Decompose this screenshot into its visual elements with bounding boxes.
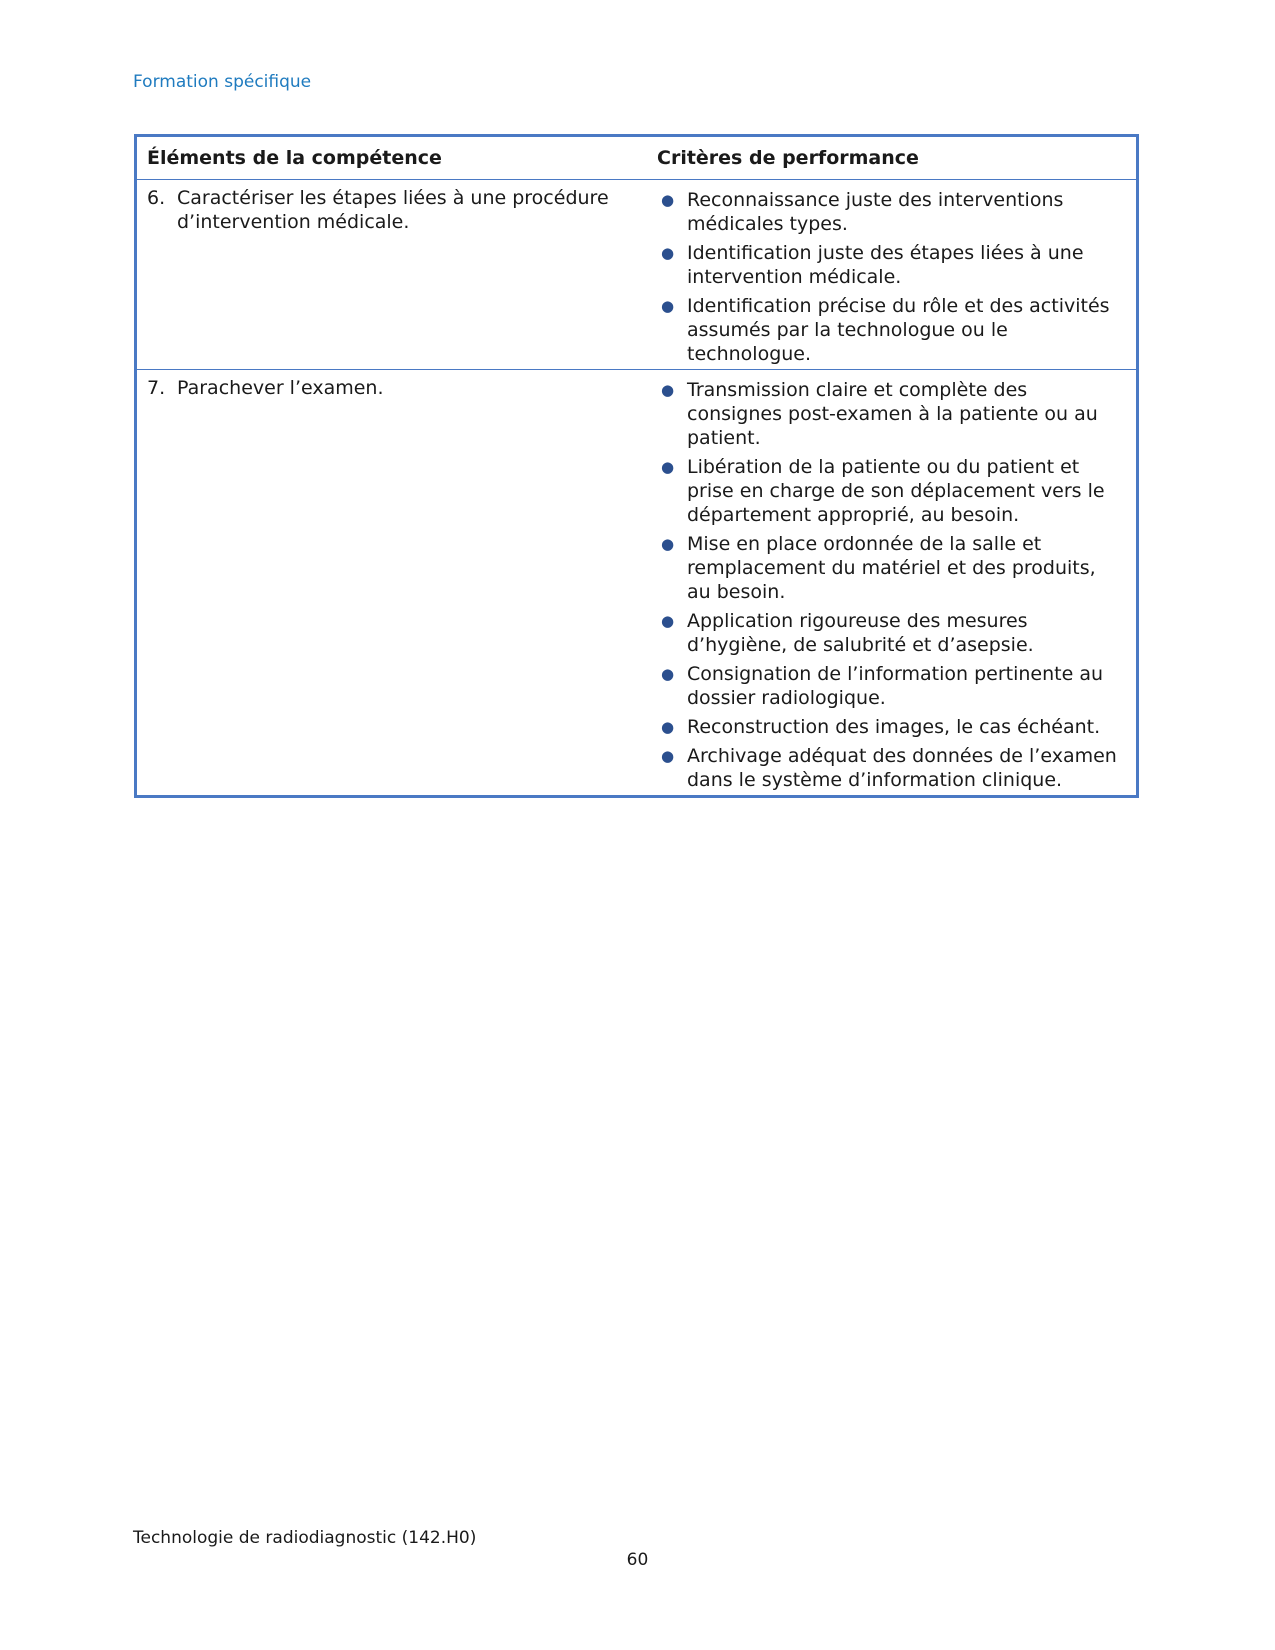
competence-table (134, 134, 1139, 798)
bullet-icon: ● (661, 718, 675, 736)
list-item (647, 662, 1122, 710)
criterion-text: Libération de la patiente ou du patient et prise en charge de son déplacement vers le département approprié, au besoin. (687, 456, 1105, 526)
element-number: 7. (147, 377, 166, 399)
criterion-text: Identification précise du rôle et des activités assumés par la technologue ou le technologue. (687, 295, 1110, 365)
bullet-icon: ● (661, 612, 675, 630)
bullet-icon: ● (661, 458, 675, 476)
list-item (647, 378, 1122, 450)
criteria-cell (647, 180, 1138, 370)
criterion-text: Application rigoureuse des mesures d’hygiène, de salubrité et d’asepsie. (687, 610, 1034, 656)
criteria-list (647, 188, 1122, 366)
list-item (647, 241, 1122, 289)
bullet-icon: ● (661, 191, 675, 209)
page-header-section: Formation spécifique (133, 72, 312, 92)
criterion-text: Consignation de l’information pertinente au dossier radiologique. (687, 663, 1104, 709)
list-item (647, 294, 1122, 366)
list-item (647, 744, 1122, 792)
bullet-icon: ● (661, 244, 675, 262)
table-row (136, 370, 1138, 797)
criterion-text: Reconnaissance juste des interventions médicales types. (687, 189, 1064, 235)
list-item (647, 532, 1122, 604)
criterion-text: Reconstruction des images, le cas échéant. (687, 716, 1101, 738)
table-row (136, 180, 1138, 370)
column-header-criteria: Critères de performance (657, 147, 919, 169)
page-number: 60 (626, 1550, 649, 1570)
bullet-icon: ● (661, 381, 675, 399)
table-header-row (136, 136, 1138, 180)
element-cell (136, 180, 648, 370)
element-text: Parachever l’examen. (177, 377, 384, 399)
bullet-icon: ● (661, 665, 675, 683)
column-header-elements: Éléments de la compétence (147, 147, 442, 169)
footer-program-title: Technologie de radiodiagnostic (142.H0) (133, 1528, 477, 1548)
criterion-text: Mise en place ordonnée de la salle et remplacement du matériel et des produits, au besoin. (687, 533, 1096, 603)
element-cell (136, 370, 648, 797)
criterion-text: Transmission claire et complète des consignes post-examen à la patiente ou au patient. (687, 379, 1098, 449)
bullet-icon: ● (661, 747, 675, 765)
element-number: 6. (147, 187, 166, 209)
bullet-icon: ● (661, 535, 675, 553)
criteria-list (647, 378, 1122, 792)
element-text: Caractériser les étapes liées à une procédure d’intervention médicale. (177, 187, 609, 233)
list-item (647, 455, 1122, 527)
bullet-icon: ● (661, 297, 675, 315)
list-item (647, 609, 1122, 657)
list-item (647, 715, 1122, 739)
criterion-text: Archivage adéquat des données de l’examen dans le système d’information clinique. (687, 745, 1117, 791)
element-item (147, 186, 617, 234)
criterion-text: Identification juste des étapes liées à une intervention médicale. (687, 242, 1084, 288)
list-item (647, 188, 1122, 236)
element-item (147, 376, 617, 400)
criteria-cell (647, 370, 1138, 797)
